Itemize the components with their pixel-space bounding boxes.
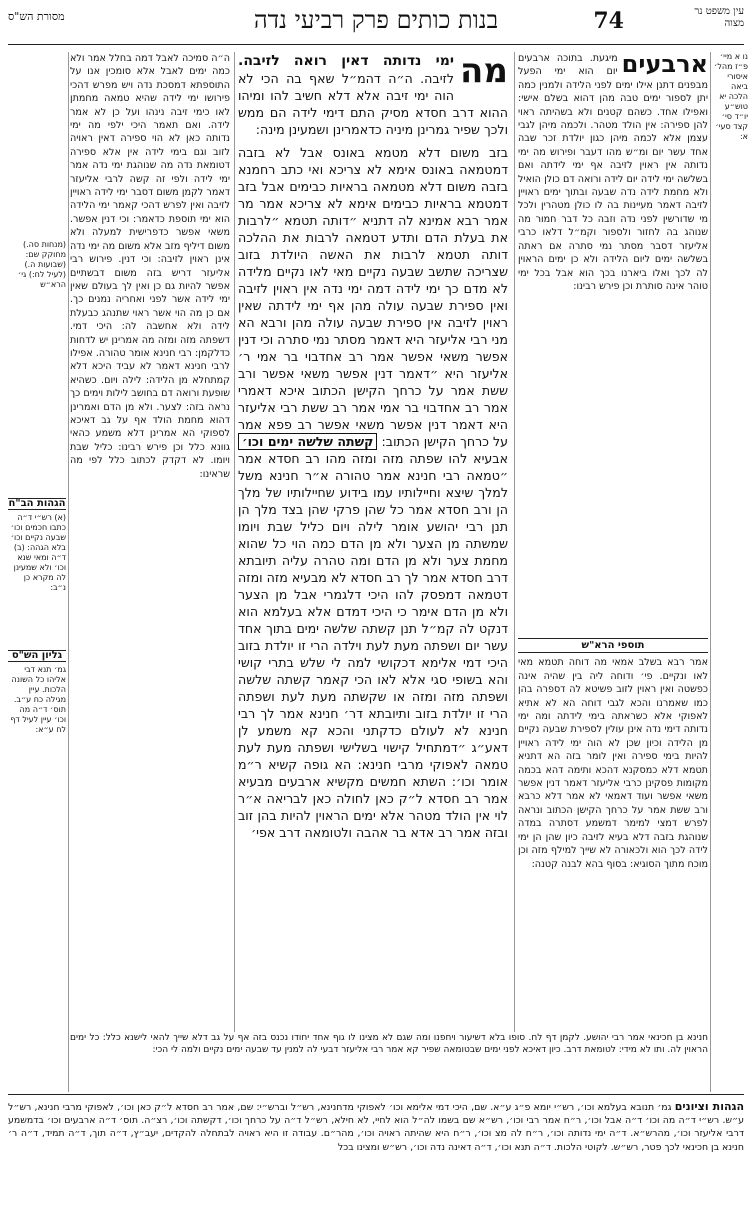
hagahot-vetziyunim-footer [8, 1100, 744, 1206]
ein-mishpat-text: נו א מיי׳ פ״ז מהל׳ איסורי ביאה הלכה יא טוש״ע יו״ד סי׳ קצד סעי׳ א: [714, 52, 748, 141]
gilyon-hashas-title: גליון הש"ס [8, 650, 66, 662]
gilyon-hashas-box [8, 650, 66, 810]
gemara-paragraph: לזיבה. ה״ה דהמ״ל שאף בה הכי לא הוה ימי זיבה אלא דלא חשיב להו ומיהו ההוא דרב חסדא מסיק התם דימי לידה הם ממש ולכך שפיר גמרינן מיניה כדאמרינן ושמעינן מינה: [238, 71, 508, 137]
bottom-commentary-text: חנינא בן חכינאי אמר רבי יהושע. לקמן דף לח. סופו בלא דשיעור ויחפנו ומה שגם לא מצינו לו גוף אחד יחודו נכנס בזה אף על גב דלא שייך להאי לישנא כלל: כל ימים הראוין לה. ותו לא מידי: לטומאת דרב. כיון דאיכא לפני ימים שבטומאה שפיר קא אמר רבי אליעזר דבעי לה למנין עד שבעה ימים נקיים ולמה לי הכי: [70, 1033, 708, 1055]
masoret-hashas-column [8, 240, 66, 340]
hagahot-habach-box [8, 498, 66, 618]
gemara-paragraph-block [238, 144, 508, 841]
hagahot-habach-title: הגהות הב"ח [8, 498, 66, 509]
column-divider [514, 52, 515, 1032]
rashi-head-word: ארבעים [621, 52, 708, 78]
gemara-paragraph: אבעיא להו שפתה מזה ומזה מהו רב חסדא אמר ״טמאה רבי חנינא אמר טהורה א״ר חנינא משל למלך שיצא וחיילותיו עמו בידוע שחיילותיו של מלך הן ורב חסדא אמר כל שהן פרקי שהן בצד מלך הן תנן רבי יהושע אומר לילה ויום כליל שבת ויומו שמשתה מן הצער ולא מן הדם כמה הוי כל שהוא מחמת צער ולא מן הדם ומה טהרה עליה תיובתא דרב חסדא אמר לך רב חסדא לא מבעיא מזה ומזה דטמאה דמפסק להו היכי דלגמרי אבל מן הצער ולא מן הדם אימר כי היכי דמדם אלא בעלמא הוא דנקט לה קמ״ל תנן קשתה שלשה ימים בתוך אחד עשר יום ושפתה מעת לעת וילדה הרי זו יולדת בזוב היכי דמי אלימא דכקושי למה לי שלש בתרי קושי והא בשופי סגי אלא לאו הכי קאמר קשתה שלשה ושפתה מזה ומזה או שקשתה מעת לעת ושפתה הרי זו יולדת בזוב ותיובתא דר׳ חנינא אמר לך רבי חנינא לא לעולם כדקתני והכא קא משמע לן דאע״ג ״דמתחיל קישוי בשלישי ושפתה מעת לעת טמאה לאפוקי מרבי חנינא: הא גופה קשיא ר״מ אומר וכו׳: השתא חמשים מקשיא ארבעים מבעיא אמר רב חסדא ל״ק כאן לחולה כאן לבריאה א״ר לוי אין הולד מטהר אלא ימים הראוין להיות בהן זוב ובזה אמר רב אדא בר אהבה ולטומאה דרב אפי׳ [238, 451, 508, 840]
gemara-main-text [238, 52, 508, 1032]
ein-mishpat-label: עין משפט נר מצוה [694, 6, 744, 29]
gemara-continuation-commentary [70, 1032, 708, 1088]
mishnah-quote-box: קשתה שלשה ימים וכו׳ [238, 433, 377, 450]
hagahot-habach-text: (א) רש״י ד״ה כתבו חכמים וכו׳ שבעה נקיים וכו׳ בלא הגהה: (ב) ד״ה ומאי שנא וכו׳ ולא שמעינן לה מקרא כן נ״ב: [10, 513, 66, 592]
footer-title: הגהות וציונים [674, 1100, 744, 1113]
column-divider [68, 52, 69, 1092]
header-divider [8, 44, 744, 45]
tosafot-harosh-commentary [518, 638, 708, 1093]
column-divider [710, 52, 711, 1092]
masoret-hashas-text: (מנחות סה.) מחוקק שם: (שבועות ה.) (לעיל לח:) גי׳ הרא״ש [17, 240, 66, 289]
tosafot-harosh-title: תוספי הרא"ש [518, 638, 708, 653]
page-title: בנות כותים פרק רביעי נדה [253, 6, 499, 34]
tosafot-commentary [70, 52, 230, 1032]
page-header [8, 4, 744, 44]
tosafot-harosh-text: אמר רבא בשלב אמאי מה דוחה תטמא מאי לאו ונקיים. פי׳ ודוחה ליה בין שהיה אינה כפשטה ואין ראוין לזוב פשיטא לה דספרה בהן כמו שאמרנו והכא לגבי דוחה הא לא אתיא לאפוקי אלא כשראתה בימי לידתה ומה ימי נדותה דימי נדה אינן עולין לספירת שבעה נקיים מן הלידה וכיון שכן לא הוה ימי לידה ראויין להיות בימי ספירה ואין לומר בזה הא דתניא תטמא דלא כמסקנא דהכא ותימה דהא בכמה מקומות פסקינן כרבי אליעזר דאמר דנין אפשר משאי אפשר ועוד דאמאי לא אמר דלא כרבא ורב ששת אמר על כרחך הקישן הכתוב ונראה לפרש דמצי למימר דמשמע דסתרה במדה שנוהגת בזבה דלא בעיא לזיבה כיון שהן הן ימי לידה לכך הוא ולכאורה לא שייך למילף מזה וכן מוכח מתוך הסוגיא: בסוף בהא לבנה קטנה: [518, 657, 708, 870]
gilyon-hashas-text: גמ׳ תנא דבי אליהו כל השונה הלכות. עיין מגילה כח ע״ב. תוס׳ ד״ה מה וכו׳ עיין לעיל דף לח ע״א: [10, 665, 66, 734]
masoret-hashas-label: מסורת הש"ס [8, 10, 65, 23]
tosafot-text: ה״ה סמיכה לאבל דמה בחלל אמר ולא כמה ימים לאבל אלא סומכין אנו על התוספתא דמסכת נדה ויש מפרש דהכי פירושו ימי לידה שהיא טמאה מחמתן לאו כימי זיבה נינהו ועל כן לא אמר לידה. ואם תאמר היכי ילפי מה ימי נדותה כאן לא הוי ספירה דאין ראויה לזוב וגם בימי לידה אין אלא ספירה דטומאת נדה מה שנוהגת ימי נדה אמר ימי לידה ולפי זה קשה לרבי אליעזר דאמר לקמן משום דסבר ימי לידה ראויין לזיבה ואין לפרש דהכי קאמר ימי הלידה הוא ימי תוספת כדאמר: וכי דנין אפשר. משאי אפשר כדפרישית למעלה ולא משום דיליף מזב אלא משום מה ימי נדה אינן ראוין לזיבה: וכי דנין. פירוש רבי אליעזר דריש בזה משום דבשתיים אפשר להיות גם כן ואין לך בעולם שאין ימי לידה אשר לפני ואחריה נמנים כך. אם כן מה הוי אשר ראוי שתנהג כבעלת לידה ולא אחשבה לה: היכי דמי. דשפתה מזה ומזה מה אמרינן יש לדחות כדלקמן: רבי חנינא אומר טהורה. אפילו לרבי חנינא דאמר לא עביד היכא דלא קמתחלא מן הלידה: לילה ויום. כשהיא שופעת ורואה דם בחושב לילות וימים כך נראה בזה: לצער. ולא מן הדם ואמרינן דהוא מחמת הולד אף על גב דאיכא לספוקי הא אמרינן דלא משמע כהאי גוונא כלל וכן פירש רבינו: כליל שבת ויומו. לא דקדק לכתוב כלל לפי מה שראינו: [70, 53, 230, 480]
footer-text: גמ׳ תנובא בעלמא וכו׳, רש״י יומא פ״ג ע״א. שם, היכי דמי אלימא וכו׳ לאפוקי מדחנינא, רש״ל וברש״י: שם, אמר רב חסדא ל״ק כאן וכו׳, לאפוקי מרבי חנינא, רש״ל ע״ש. רש״י ד״ה מה וכו׳ ד״ה אבל וכו׳, ר״ח אמר רבי וכו׳, רש״א שם בשמו לה״ל הוא לחיי, לא חילא, רש״ל ד״ה על כרחך וכו׳, דקשתה וכו׳, רצ״ה. תוס׳ ד״ה ארבעים וכו׳ בדמשמע דרבי אליעזר וכו׳, מהרש״א. ד״ה ימי נדותה וכו׳, ר״ח לה מצ וכו׳, ר״ח היא שהיתה ראויה וכו׳, מהר״ם. עבודה זו היא ראויה לבתחלה להקדים, יעב״ץ, ד״ה תוך, ד״ה תמיד, ד״ה ר׳ חנינא בן חכינאי לכך פטר, רש״ש. לקוטי הלכות. ד״ה תנא וכו׳, ד״ה דאינה נדה וכו׳, רש״ש ומצינו בכל [8, 1102, 744, 1153]
ein-mishpat-column [712, 52, 748, 192]
gemara-opening-words: ימי נדותה דאין רואה לזיבה. [238, 53, 455, 69]
gemara-paragraph: בזב משום דלא מטמא באונס אבל לא בזבה דמטמאה באונס אימא לא צריכא ואי כתב רחמנא בזבה משום דלא מטמאה בראיות כבימים אבל בזב דמטמא בראיות כבימים אימא לא צריכא אמר מר אמר רבא אמינא לה דתניא ״דותה תטמא ״לרבות את בעלת הדם ותדע דטמאה לרבות את ההלכה דותה תטמא לרבות את האשה היולדת בזוב שצריכה שתשב שבעה נקיים מאי לאו נקיים מלידה לא מדם כך ימי לידה דמה ימי נדה אין ראוין לזיבה ואין ספירת שבעה עולה מהן אף ימי לידתה שאין ראוין לזיבה אין ספירת שבעה עולה מהן ורבא הא מני רבי אליעזר היא דאמר מסתר נמי סתרה וכי דנין אפשר משאי אפשר אמר רב אחדבוי בר אמי ר׳ אליעזר היא ״דאמר דנין אפשר משאי אפשר ורב ששת אמר על כרחך הקישן הכתוב איכא דאמרי אמר רב אחדבוי בר אמי אמר רב ששת רבי אליעזר היא דאמר דנין אפשר משאי אפשר רב פפא אמר על כרחך הקישן הכתוב: [238, 145, 508, 449]
page-number: 74 [593, 8, 624, 34]
gemara-head-letter: מה [460, 52, 508, 91]
rashi-text: מיגעת. בתוכה ארבעים יום הוא ימי הפעל מבפנים דתנן אילו ימים לפני הלידה ולמנין כמה יתן לספור ימים טבה מהן דהוא בשלם אישי: ואפילו אחד. כשהם קטנים ולא בשהיתה ראוי להן ספירה: אין הולד מטהר. ולכמה מיהן לגבי עצמן אלא לכמה מיהן כגון יולדת זכר שבה אחד עשר יום ומ״ש מהו דעבר ופירוש מה ימי נדותה אין ראוין לזיבה אף ימי לידתה ואם בשלשה ימי לידה יום לידה ורואה דם כולן הואיל ולא מחמת לידה נדה שבעה ובתוך ימים ראויין לזיבה דאמר מעיינות בה לו כולן מטהרין ולכל מי שדורשין לפני נדה וזבה כל דבר חמור מה שנוהג בה לחזור ולספור וקמ״ל דלאו כרבי אליעזר דסבר מסתר נמי סתרה אם ראתה בשלשה ימים ליום הלידה ולא כן ימים הראוין לה לכך ואלו ביארנו בכך הוא אבל בכל ימי טוהר אינה סותרת וכן פירש רבינו: [518, 53, 708, 292]
footer-divider [8, 1094, 744, 1095]
column-divider [234, 52, 235, 1032]
